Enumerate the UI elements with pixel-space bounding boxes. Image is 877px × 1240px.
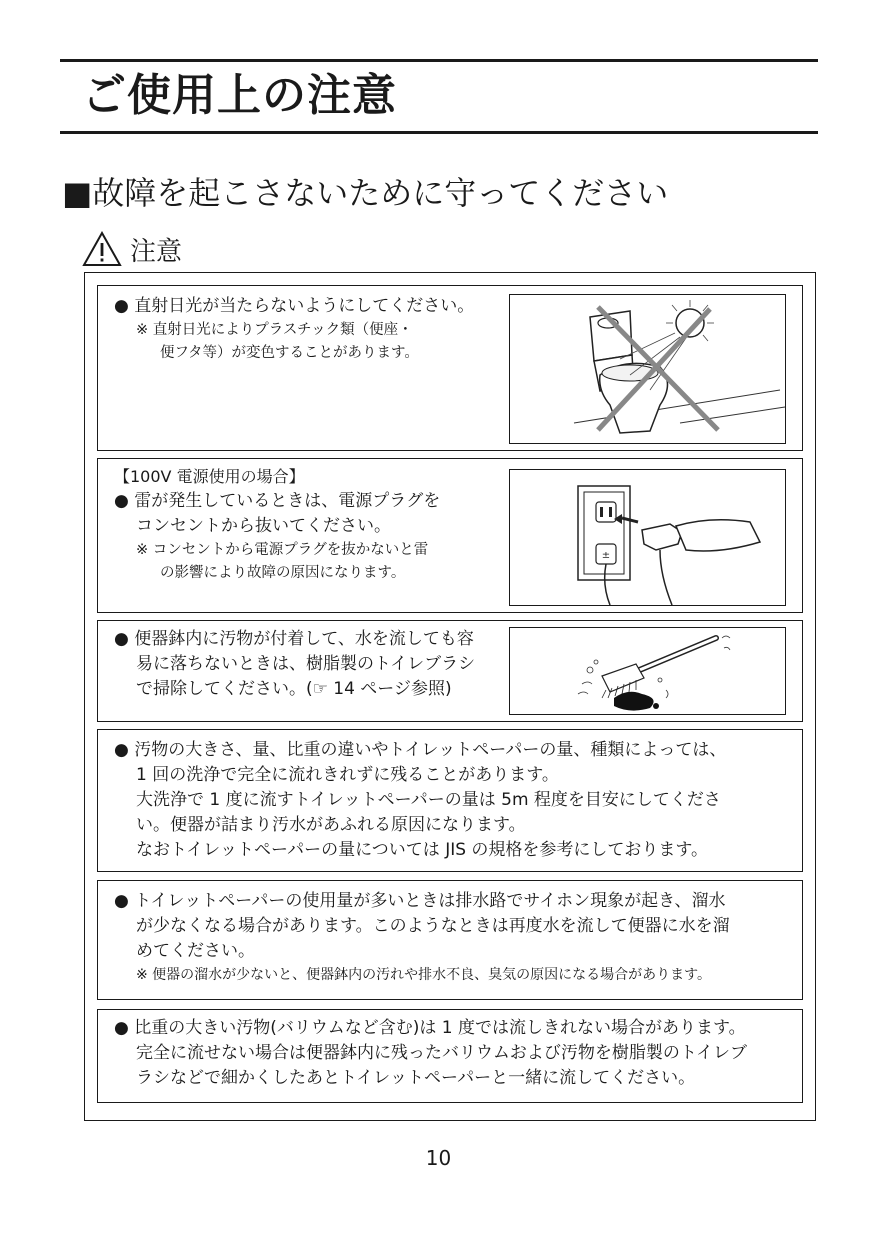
card-note: ※ 直射日光によりプラスチック類（便座・ xyxy=(136,322,413,338)
card-subheading: 【100V 電源使用の場合】 xyxy=(114,467,305,486)
card-line: ● 比重の大きい汚物(バリウムなど含む)は 1 度では流しきれない場合があります。 xyxy=(114,1018,746,1038)
caution-label: 注意 xyxy=(130,236,183,267)
card-line: なおトイレットペーパーの量については JIS の規格を参考にしております。 xyxy=(136,840,709,860)
card-barium xyxy=(97,1009,803,1103)
card-line: ● 便器鉢内に汚物が付着して、水を流しても容 xyxy=(114,629,474,649)
card-waste-amount xyxy=(97,729,803,872)
card-line: コンセントから抜いてください。 xyxy=(136,516,391,536)
card-note: 便フタ等）が変色することがあります。 xyxy=(160,345,419,361)
card-power-plug xyxy=(97,458,803,613)
page-number: 10 xyxy=(425,1146,452,1170)
title-top-rule xyxy=(60,59,818,62)
card-note: の影響により故障の原因になります。 xyxy=(160,565,406,581)
card-sunlight xyxy=(97,285,803,451)
card-line: が少なくなる場合があります。このようなときは再度水を流して便器に水を溜 xyxy=(136,916,730,936)
caution-heading xyxy=(82,229,182,269)
card-line: ● 直射日光が当たらないようにしてください。 xyxy=(114,296,475,316)
card-line: ● トイレットペーパーの使用量が多いときは排水路でサイホン現象が起き、溜水 xyxy=(114,891,726,911)
toilet-sunlight-illustration xyxy=(509,294,786,444)
section-heading: ■故障を起こさないために守ってください xyxy=(62,174,669,212)
page-title: ご使用上の注意 xyxy=(82,70,397,121)
warning-triangle-icon xyxy=(82,231,122,267)
card-line: ● 雷が発生しているときは、電源プラグを xyxy=(114,491,441,511)
card-line: で掃除してください。(☞ 14 ページ参照) xyxy=(136,679,452,699)
card-line: 易に落ちないときは、樹脂製のトイレブラシ xyxy=(136,654,476,674)
svg-text:±: ± xyxy=(601,550,611,561)
card-note: ※ コンセントから電源プラグを抜かないと雷 xyxy=(136,542,429,558)
card-line: 完全に流せない場合は便器鉢内に残ったバリウムおよび汚物を樹脂製のトイレブ xyxy=(136,1043,747,1063)
card-line: い。便器が詰まり汚水があふれる原因になります。 xyxy=(136,815,526,835)
card-line: めてください。 xyxy=(136,941,255,961)
card-toilet-brush xyxy=(97,620,803,722)
unplug-outlet-illustration xyxy=(509,469,786,606)
card-line: 大洗浄で 1 度に流すトイレットペーパーの量は 5m 程度を目安にしてくださ xyxy=(136,790,721,810)
card-line: ● 汚物の大きさ、量、比重の違いやトイレットペーパーの量、種類によっては、 xyxy=(114,740,727,760)
title-bottom-rule xyxy=(60,131,818,134)
toilet-brush-illustration xyxy=(509,627,786,715)
card-siphon xyxy=(97,880,803,1000)
card-line: 1 回の洗浄で完全に流れきれずに残ることがあります。 xyxy=(136,765,559,785)
card-note: ※ 便器の溜水が少ないと、便器鉢内の汚れや排水不良、臭気の原因になる場合があります。 xyxy=(136,967,712,983)
card-line: ラシなどで細かくしたあとトイレットペーパーと一緒に流してください。 xyxy=(136,1068,696,1088)
